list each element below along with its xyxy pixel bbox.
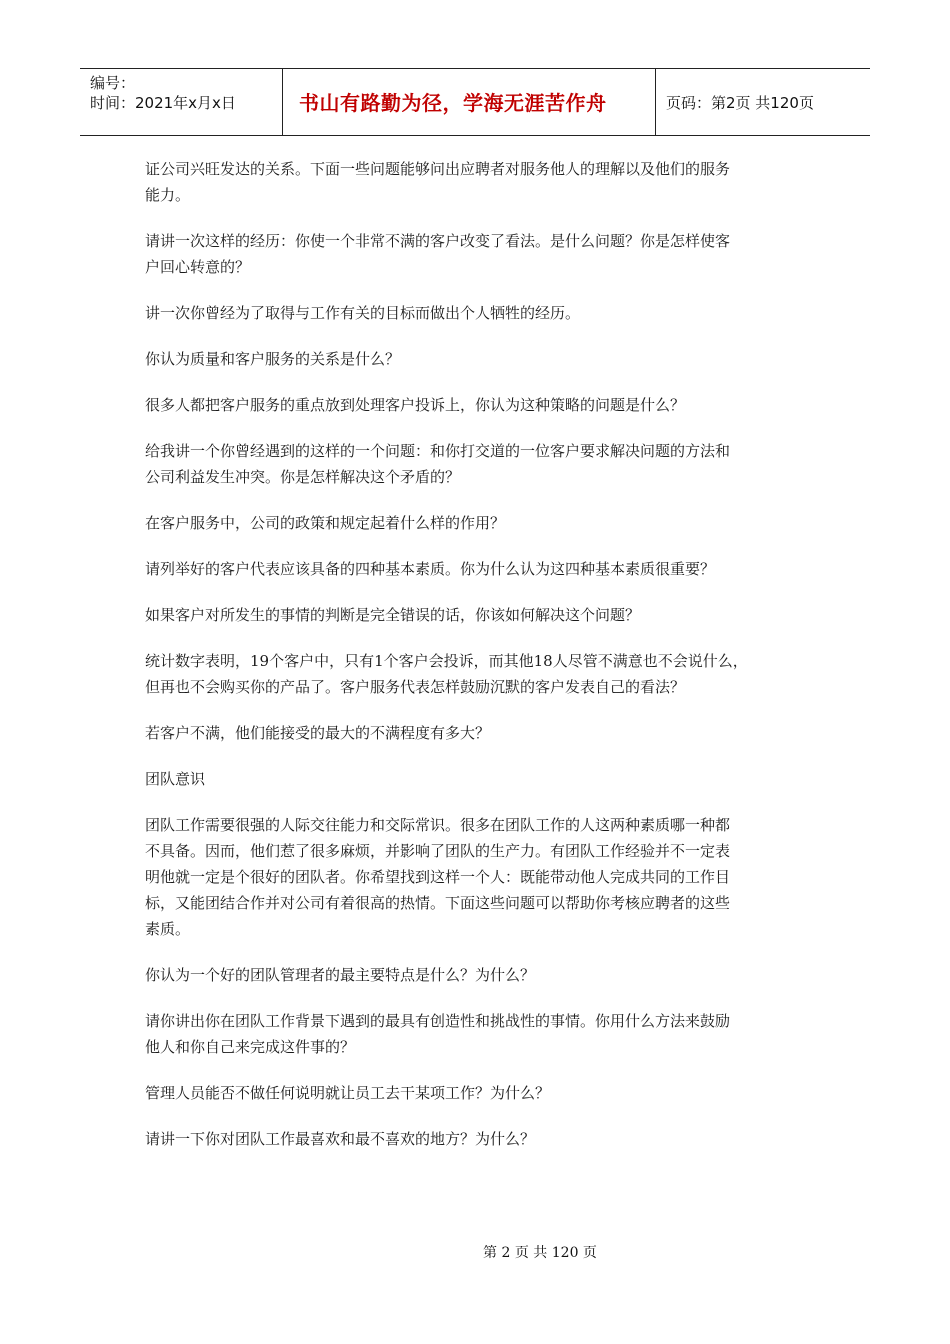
paragraph: 你认为一个好的团队管理者的最主要特点是什么？为什么？ [145, 966, 536, 984]
paragraph: 管理人员能否不做任何说明就让员工去干某项工作？为什么？ [145, 1084, 551, 1102]
paragraph: 很多人都把客户服务的重点放到处理客户投诉上，你认为这种策略的问题是什么？ [145, 396, 686, 414]
paragraph: 讲一次你曾经为了取得与工作有关的目标而做出个人牺牲的经历。 [145, 304, 581, 322]
document-number-label: 编号： [90, 74, 136, 92]
page-footer: 第 2 页 共 120 页 [483, 1245, 597, 1261]
paragraph: 统计数字表明，19个客户中，只有1个客户会投诉，而其他18人尽管不满意也不会说什么， 但再也不会购买你的产品了。客户服务代表怎样鼓励沉默的客户发表自己的看法？ [145, 652, 748, 696]
header-page-cell [656, 69, 870, 135]
header-motto-cell [283, 69, 656, 135]
paragraph: 如果客户对所发生的事情的判断是完全错误的话，你该如何解决这个问题？ [145, 606, 641, 624]
paragraph: 证公司兴旺发达的关系。下面一些问题能够问出应聘者对服务他人的理解以及他们的服务 能力。 [145, 160, 731, 204]
paragraph: 团队工作需要很强的人际交往能力和交际常识。很多在团队工作的人这两种素质哪一种都 不具备。因而，他们惹了很多麻烦，并影响了团队的生产力。有团队工作经验并不一定表 明他就一定是个很好的团队者。你希望找到这样一个人：既能带动他人完成共同的工作目 标，又能团结合作并对公司有着很高的热情。下面这些问题可以帮助你考核应聘者的这些 素质。 [145, 816, 731, 938]
header-motto: 书山有路勤为径，学海无涯苦作舟 [299, 91, 607, 115]
paragraph: 你认为质量和客户服务的关系是什么？ [145, 350, 401, 368]
header-page-info: 页码：第2页 共120页 [666, 94, 814, 112]
paragraph: 请讲一次这样的经历：你使一个非常不满的客户改变了看法。是什么问题？你是怎样使客 户回心转意的？ [145, 232, 731, 276]
paragraph: 请你讲出你在团队工作背景下遇到的最具有创造性和挑战性的事情。你用什么方法来鼓励 他人和你自己来完成这件事的？ [145, 1012, 731, 1056]
section-heading: 团队意识 [145, 770, 206, 788]
paragraph: 若客户不满，他们能接受的最大的不满程度有多大？ [145, 724, 491, 742]
document-date-label: 时间：2021年x月x日 [90, 94, 236, 112]
header-meta-cell [80, 69, 283, 135]
document-header [80, 68, 870, 136]
paragraph: 在客户服务中，公司的政策和规定起着什么样的作用？ [145, 514, 506, 532]
document-body [145, 156, 825, 1172]
paragraph: 请列举好的客户代表应该具备的四种基本素质。你为什么认为这四种基本素质很重要？ [145, 560, 716, 578]
paragraph: 请讲一下你对团队工作最喜欢和最不喜欢的地方？为什么？ [145, 1130, 536, 1148]
paragraph: 给我讲一个你曾经遇到的这样的一个问题：和你打交道的一位客户要求解决问题的方法和 公司利益发生冲突。你是怎样解决这个矛盾的？ [145, 442, 731, 486]
